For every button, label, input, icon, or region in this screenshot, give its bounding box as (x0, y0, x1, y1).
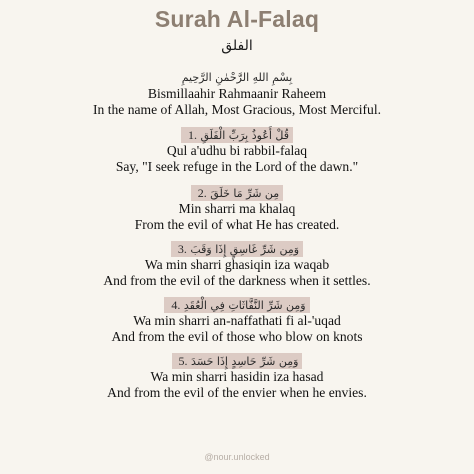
verse-transliteration: Wa min sharri hasidin iza hasad (150, 369, 324, 384)
verse-block-2 (0, 185, 474, 233)
verse-number: 1. (187, 128, 197, 142)
verse-arabic-line (0, 127, 474, 143)
verse-highlight (164, 297, 309, 313)
basmala-arabic-text: بِسْمِ اللهِ الرَّحْمٰنِ الرَّحِيمِ (181, 71, 293, 84)
verse-highlight (191, 185, 283, 201)
basmala-transliteration: Bismillaahir Rahmaanir Raheem (147, 86, 327, 101)
verse-arabic-line (0, 185, 474, 201)
verse-translation: And from the evil of the darkness when it settles. (103, 273, 371, 288)
verse-number: 5. (178, 354, 188, 368)
verse-translation: Say, "I seek refuge in the Lord of the dawn." (115, 159, 359, 174)
verse-arabic-line (0, 241, 474, 257)
verse-block-1 (0, 127, 474, 175)
verse-arabic-text: مِن شَرِّ مَا خَلَقَ (210, 187, 280, 200)
verse-highlight (171, 241, 303, 257)
verse-arabic-text: وَمِن شَرِّ غَاسِقٍ إِذَا وَقَبَ (190, 243, 300, 256)
verse-transliteration: Wa min sharri an-naffathati fi al-'uqad (133, 313, 341, 328)
verse-highlight (181, 127, 293, 143)
verse-transliteration: Min sharri ma khalaq (178, 201, 296, 216)
verse-arabic-line (0, 353, 474, 369)
verse-block-4 (0, 297, 474, 345)
verse-arabic-text: وَمِن شَرِّ حَاسِدٍ إِذَا حَسَدَ (191, 355, 299, 368)
verse-number: 4. (171, 298, 181, 312)
page-title: Surah Al-Falaq (154, 6, 320, 32)
verse-transliteration: Wa min sharri ghasiqin iza waqab (144, 257, 330, 272)
verse-transliteration: Qul a'udhu bi rabbil-falaq (166, 143, 308, 158)
verse-highlight (172, 353, 303, 369)
verse-translation: And from the evil of the envier when he envies. (107, 385, 367, 400)
verse-translation: And from the evil of those who blow on knots (111, 329, 363, 344)
verse-arabic-line (0, 297, 474, 313)
basmala-block (0, 70, 474, 118)
basmala-translation: In the name of Allah, Most Gracious, Most Merciful. (92, 102, 382, 117)
verse-translation: From the evil of what He has created. (134, 217, 340, 232)
verse-number: 3. (177, 242, 187, 256)
basmala-arabic (0, 70, 474, 86)
verse-block-3 (0, 241, 474, 289)
verse-arabic-text: وَمِن شَرِّ النَّفَّاثَاتِ فِي الْعُقَدِ (183, 299, 306, 312)
arabic-title: الفلق (221, 38, 253, 54)
verse-number: 2. (197, 186, 207, 200)
verse-block-5 (0, 353, 474, 401)
author-handle: @nour.unlocked (204, 452, 270, 462)
verse-arabic-text: قُلْ أَعُوذُ بِرَبِّ الْفَلَقِ (200, 129, 290, 142)
